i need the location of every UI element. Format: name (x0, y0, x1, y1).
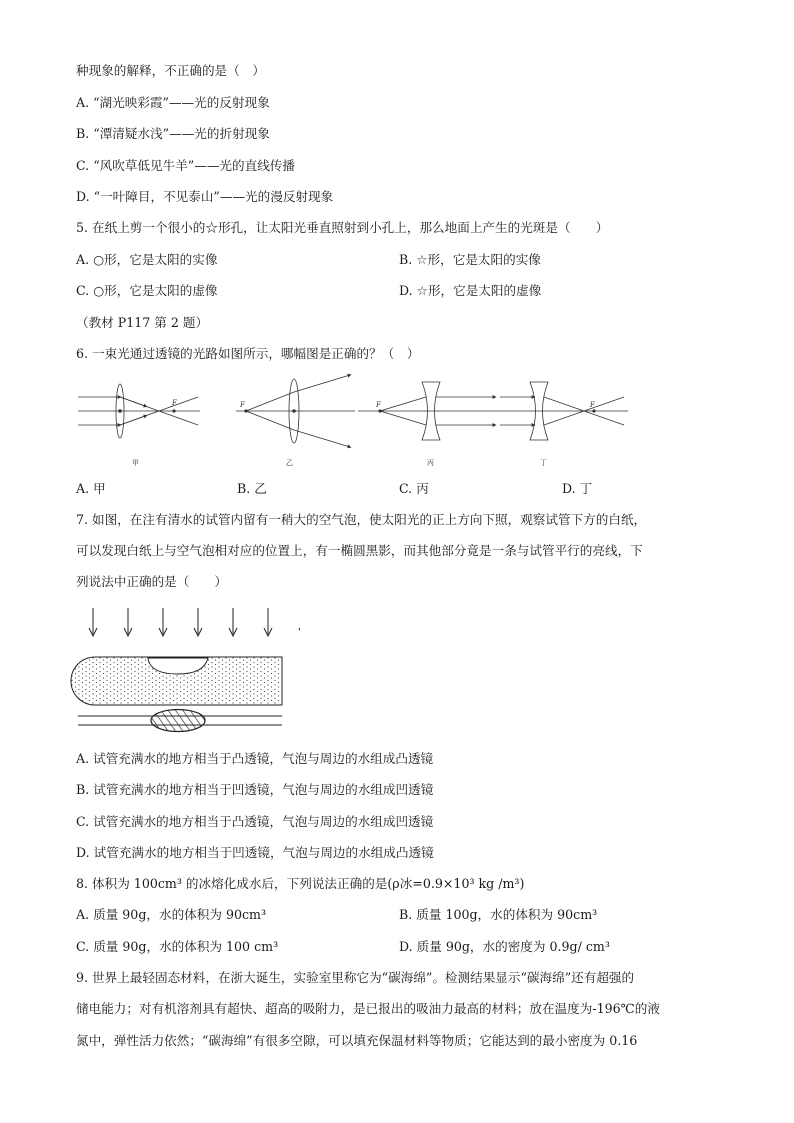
paper-shadow (78, 710, 282, 732)
q5-option-a: A. ○形，它是太阳的实像 (76, 252, 218, 267)
lens-diagrams (70, 372, 640, 470)
q7-option-d: D. 试管充满水的地方相当于凹透镜，气泡与周边的水组成凸透镜 (76, 845, 434, 860)
diagram-jia (78, 384, 200, 438)
q8-option-a: A. 质量 90g，水的体积为 90cm³ (76, 907, 267, 922)
diagram-yi (236, 375, 355, 447)
q6-option-d: D. 丁 (562, 481, 593, 496)
q4-option-c: C. “风吹草低见牛羊”——光的直线传播 (76, 158, 295, 173)
diagram-ding (500, 382, 628, 440)
q5-option-c: C. ○形，它是太阳的虚像 (76, 283, 218, 298)
q7-option-c: C. 试管充满水的地方相当于凸透镜，气泡与周边的水组成凹透镜 (76, 814, 434, 829)
sunlight-arrows (89, 608, 300, 636)
focus-label-bing: F (376, 401, 381, 409)
q4-stem-tail: 种现象的解释，不正确的是（ ） (76, 63, 265, 78)
focus-label-ding: F (590, 401, 595, 409)
figure-label-bing: 丙 (427, 459, 434, 467)
q7-stem-line1: 7. 如图，在注有清水的试管内留有一稍大的空气泡，使太阳光的正上方向下照，观察试管下方的白纸， (76, 512, 647, 527)
q5-option-b: B. ☆形，它是太阳的实像 (399, 252, 541, 267)
q8-stem: 8. 体积为 100cm³ 的冰熔化成水后，下列说法正确的是(ρ冰=0.9×10³ kg /m³) (76, 876, 525, 891)
q8-option-b: B. 质量 100g，水的体积为 90cm³ (399, 907, 598, 922)
q5-option-d: D. ☆形，它是太阳的虚像 (399, 283, 542, 298)
q9-line2: 储电能力；对有机溶剂具有超快、超高的吸附力，是已报出的吸油力最高的材料；放在温度为-196℃的液 (76, 1001, 660, 1016)
q6-option-a: A. 甲 (76, 481, 106, 496)
q6-option-b: B. 乙 (237, 481, 267, 496)
q4-option-d: D. “一叶障目，不见泰山”——光的漫反射现象 (76, 189, 334, 204)
figure-label-jia: 甲 (132, 459, 139, 467)
q9-line1: 9. 世界上最轻固态材料，在浙大诞生，实验室里称它为“碳海绵”。检测结果显示“碳海绵”还有超强的 (76, 970, 635, 985)
q4-option-a: A. “湖光映彩霞”——光的反射现象 (76, 95, 270, 110)
focus-label-jia: F (172, 399, 177, 407)
q7-option-b: B. 试管充满水的地方相当于凹透镜，气泡与周边的水组成凹透镜 (76, 782, 434, 797)
q9-line3: 氮中，弹性活力依然；“碳海绵”有很多空隙，可以填充保温材料等物质；它能达到的最小密度为 0.16 (76, 1033, 638, 1048)
q6-stem: 6. 一束光通过透镜的光路如图所示，哪幅图是正确的？（ ） (76, 346, 420, 361)
q4-option-b: B. “潭清疑水浅”——光的折射现象 (76, 126, 270, 141)
textbook-note: （教材 P117 第 2 题） (76, 315, 209, 330)
focus-label-yi: F (240, 401, 245, 409)
figure-label-ding: 丁 (540, 459, 547, 467)
q5-stem: 5. 在纸上剪一个很小的☆形孔，让太阳光垂直照射到小孔上，那么地面上产生的光斑是（ ） (76, 220, 609, 235)
q7-stem-line3: 列说法中正确的是（ ） (76, 574, 228, 589)
test-tube-diagram (70, 602, 300, 742)
q8-option-c: C. 质量 90g，水的体积为 100 cm³ (76, 939, 279, 954)
q7-stem-line2: 可以发现白纸上与空气泡相对应的位置上，有一椭圆黑影，而其他部分竟是一条与试管平行的亮线，下 (76, 543, 643, 558)
figure-label-yi: 乙 (286, 459, 293, 467)
q7-option-a: A. 试管充满水的地方相当于凸透镜，气泡与周边的水组成凸透镜 (76, 751, 434, 766)
q6-option-c: C. 丙 (399, 481, 429, 496)
test-tube (71, 657, 282, 705)
diagram-bing (358, 382, 500, 440)
q8-option-d: D. 质量 90g，水的密度为 0.9g/ cm³ (399, 939, 610, 954)
